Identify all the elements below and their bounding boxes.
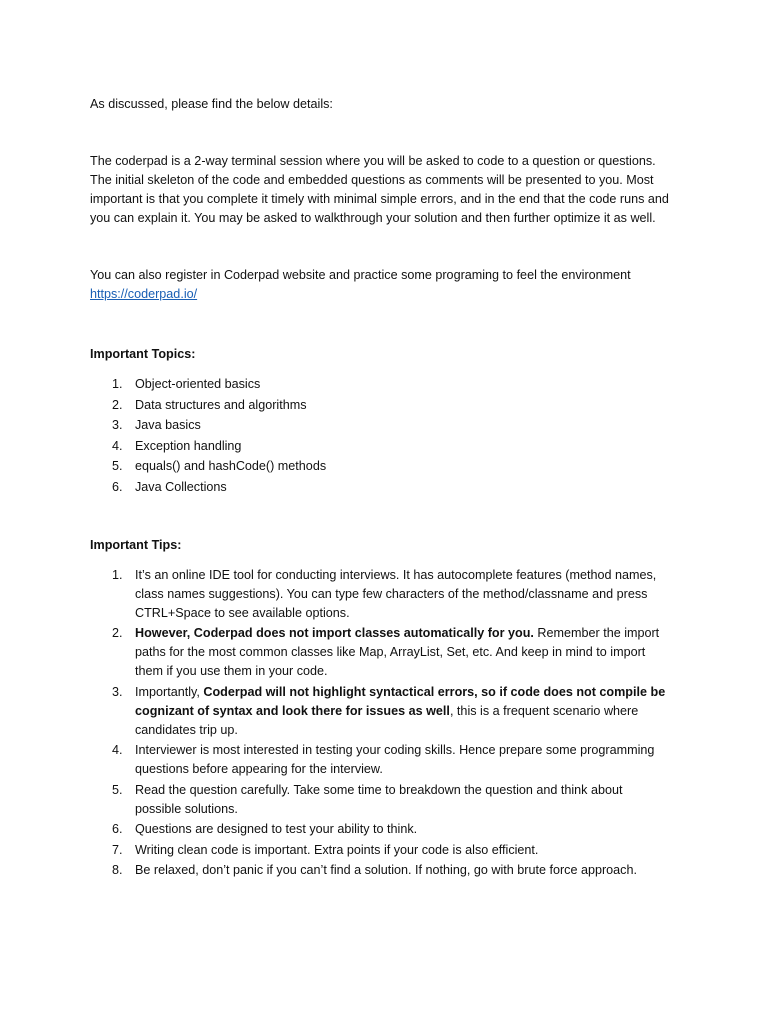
- list-number: 1.: [112, 377, 123, 391]
- list-item: [90, 820, 670, 839]
- topics-heading: Important Topics:: [90, 347, 196, 361]
- list-item: [90, 683, 670, 740]
- list-item-text: Exception handling: [135, 438, 242, 453]
- list-item-text: Read the question carefully. Take some time to breakdown the question and think about possible solutions.: [135, 782, 623, 816]
- list-item-bold-text: Coderpad will not highlight syntactical errors, so if code does not compile be cognizant of syntax and look there for issues as well: [135, 684, 666, 718]
- list-item: [90, 781, 670, 819]
- list-number: 4.: [112, 438, 123, 453]
- register-paragraph: [90, 266, 670, 304]
- list-item-text: Questions are designed to test your ability to think.: [135, 822, 418, 836]
- list-item-bold-text: However, Coderpad does not import classes automatically for you.: [135, 626, 534, 640]
- register-text: You can also register in Coderpad website and practice some programing to feel the environment: [90, 268, 631, 282]
- list-number: 6.: [112, 822, 123, 836]
- list-item-text: Writing clean code is important. Extra points if your code is also efficient.: [135, 842, 539, 857]
- list-number: 4.: [112, 743, 123, 757]
- topics-list: [90, 375, 670, 497]
- list-item-text: Be relaxed, don’t panic if you can’t find a solution. If nothing, go with brute force approach.: [135, 863, 637, 877]
- intro-text: As discussed, please find the below details:: [90, 97, 333, 111]
- list-number: 2.: [112, 626, 123, 640]
- list-item-text: Remember the import paths for the most common classes like Map, ArrayList, Set, etc. And keep in mind to import them if you use them in your code.: [135, 626, 660, 678]
- tips-list: [90, 566, 670, 881]
- list-item-text: Java Collections: [135, 479, 227, 494]
- list-item-prefix: Importantly,: [135, 684, 204, 699]
- list-number: 8.: [112, 863, 123, 877]
- list-item: [90, 375, 670, 394]
- list-item: [90, 457, 670, 476]
- list-item-text: Data structures and algorithms: [135, 397, 307, 412]
- tips-heading: Important Tips:: [90, 537, 182, 552]
- coderpad-description: The coderpad is a 2-way terminal session where you will be asked to code to a question or questions. The initial skeleton of the code and embedded questions as comments will be presented to you. Most important is that you complete it timely with minimal simple errors, and in the end that the code runs and you can explain it. You may be asked to walkthrough your solution and then further optimize it as well.: [90, 154, 669, 225]
- list-number: 7.: [112, 842, 123, 857]
- list-item-text: Object-oriented basics: [135, 377, 261, 391]
- list-item: [90, 478, 670, 497]
- list-number: 5.: [112, 782, 123, 797]
- coderpad-link[interactable]: https://coderpad.io/: [90, 287, 198, 301]
- list-number: 6.: [112, 479, 123, 494]
- list-number: 3.: [112, 418, 123, 432]
- list-item: [90, 861, 670, 880]
- list-item: [90, 396, 670, 415]
- list-item-text: It’s an online IDE tool for conducting interviews. It has autocomplete features (method names, class names suggestions). You can type few characters of the method/classname and press CTRL+Space to see available options.: [135, 567, 657, 620]
- list-item: [90, 624, 670, 681]
- list-number: 3.: [112, 684, 123, 699]
- list-number: 2.: [112, 397, 123, 412]
- document-page: [90, 95, 670, 882]
- list-item: [90, 416, 670, 435]
- list-item: [90, 437, 670, 456]
- list-item-text: Java basics: [135, 418, 201, 432]
- list-item-text: , this is a frequent scenario where candidates trip up.: [135, 703, 639, 737]
- list-item-text: equals() and hashCode() methods: [135, 459, 327, 473]
- list-item: [90, 841, 670, 860]
- list-item: [90, 566, 670, 623]
- list-item-text: Interviewer is most interested in testing your coding skills. Hence prepare some programming questions before appearing for the interview.: [135, 743, 655, 776]
- list-item: [90, 741, 670, 779]
- list-number: 5.: [112, 459, 123, 473]
- list-number: 1.: [112, 567, 123, 582]
